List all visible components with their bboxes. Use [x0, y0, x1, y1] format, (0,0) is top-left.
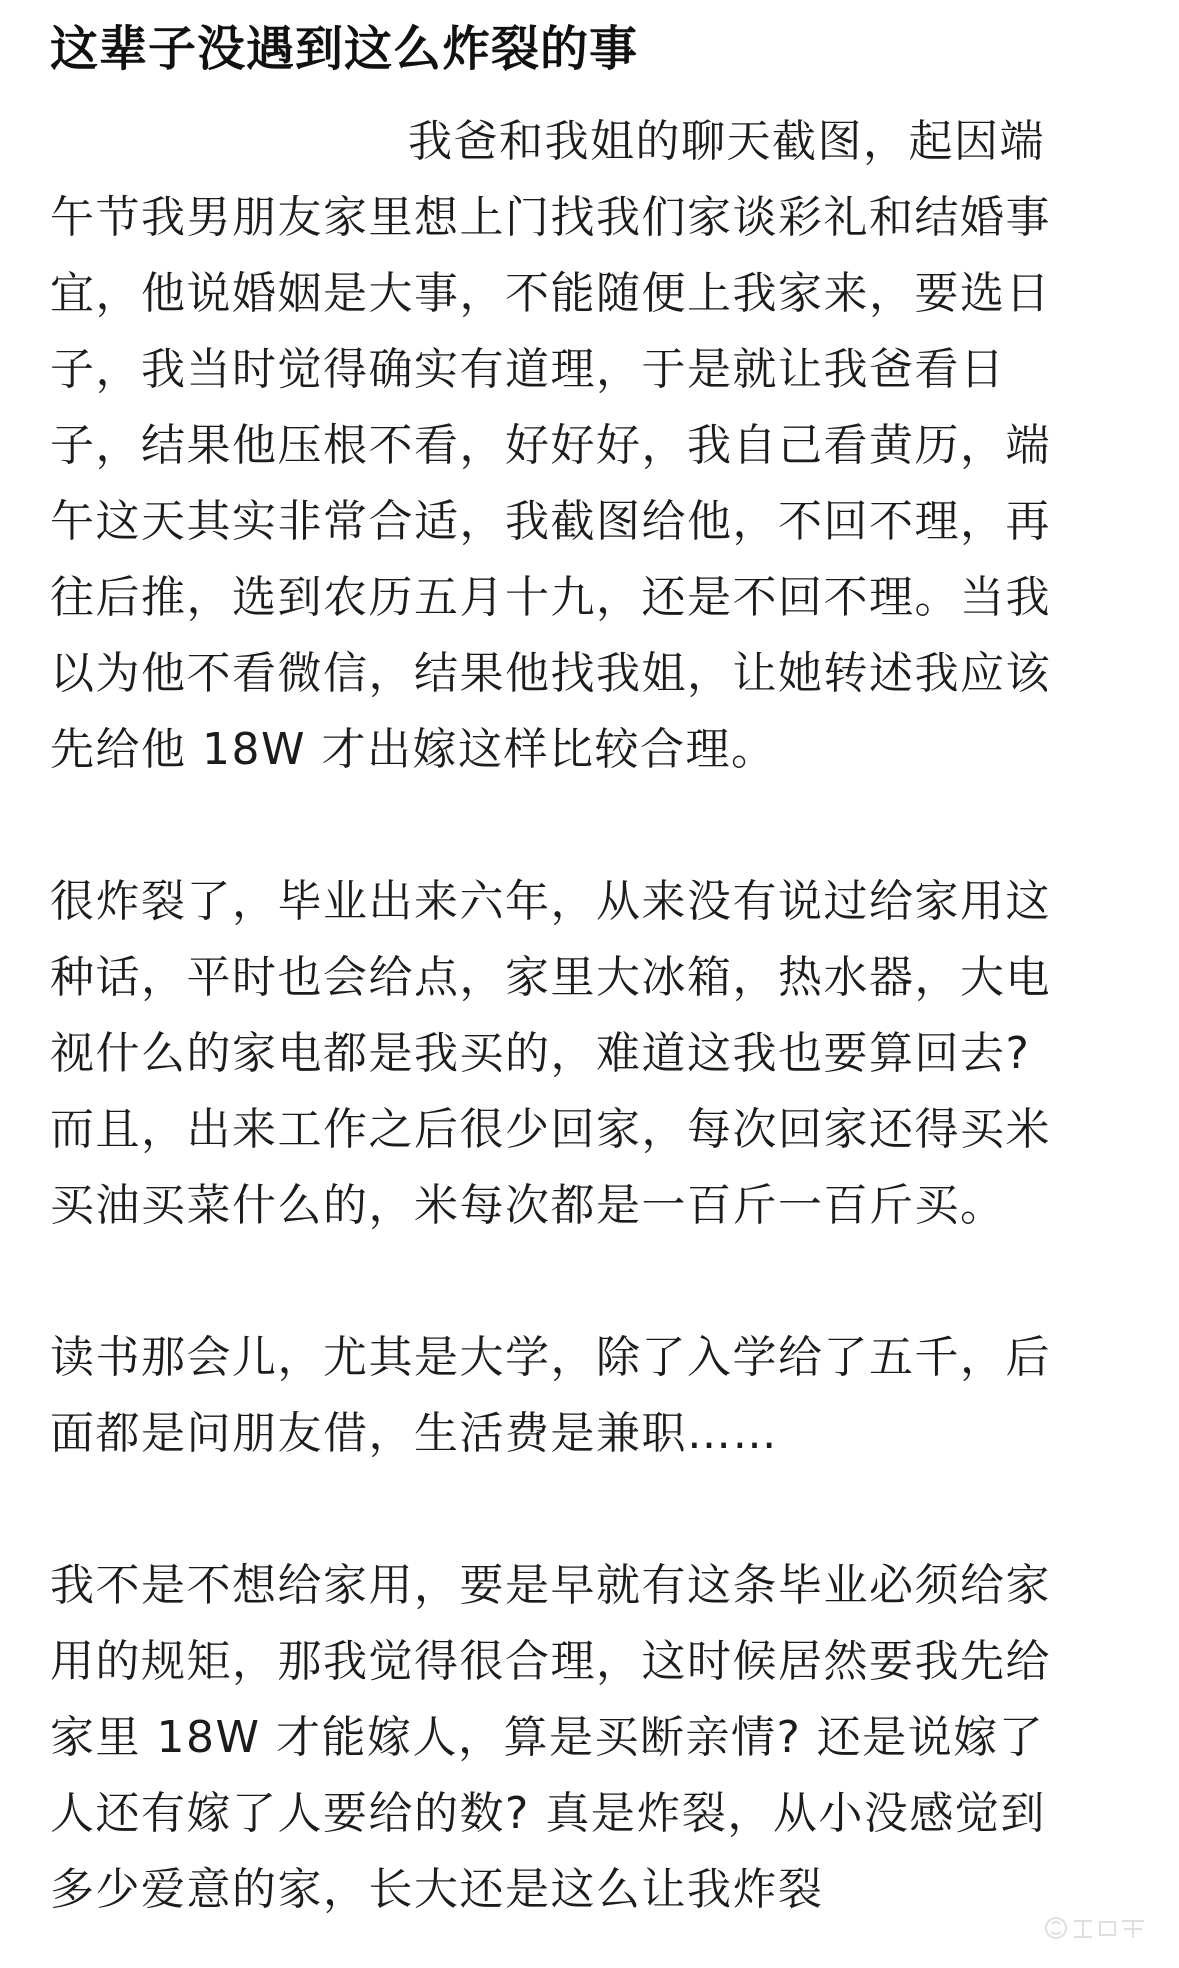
- text-line: 视什么的家电都是我买的，难道这我也要算回去?: [50, 1028, 1031, 1079]
- text-line: 我不是不想给家用，要是早就有这条毕业必须给家: [50, 1560, 1051, 1611]
- text-line: 宜，他说婚姻是大事，不能随便上我家来，要选日: [50, 268, 1051, 319]
- text-line: 我爸和我姐的聊天截图，起因端: [408, 116, 1045, 167]
- text-line: 子，我当时觉得确实有道理，于是就让我爸看日: [50, 344, 1006, 395]
- post-title: 这辈子没遇到这么炸裂的事: [50, 21, 639, 77]
- text-line: 买油买菜什么的，米每次都是一百斤一百斤买。: [50, 1180, 1006, 1231]
- text-line: 午这天其实非常合适，我截图给他，不回不理，再: [50, 496, 1051, 547]
- text-line: 往后推，选到农历五月十九，还是不回不理。当我: [50, 572, 1051, 623]
- paragraph-3: [50, 1320, 1130, 1472]
- text-line: 而且，出来工作之后很少回家，每次回家还得买米: [50, 1104, 1051, 1155]
- paragraph-2: [50, 864, 1130, 1244]
- text-line: 先给他 18W 才出嫁这样比较合理。: [50, 724, 777, 775]
- text-line: 子，结果他压根不看，好好好，我自己看黄历，端: [50, 420, 1051, 471]
- text-line: 用的规矩，那我觉得很合理，这时候居然要我先给: [50, 1636, 1051, 1687]
- paragraph-spacer: [50, 1472, 1130, 1548]
- text-line: 面都是问朋友借，生活费是兼职……: [50, 1408, 778, 1459]
- watermark-logo-icon: [1035, 1906, 1165, 1950]
- paragraph-4: [50, 1548, 1130, 1928]
- post-body: [50, 104, 1130, 1928]
- paragraph-spacer: [50, 1244, 1130, 1320]
- text-line: 以为他不看微信，结果他找我姐，让她转述我应该: [50, 648, 1051, 699]
- text-line: 人还有嫁了人要给的数? 真是炸裂，从小没感觉到: [50, 1788, 1046, 1839]
- text-line: 读书那会儿，尤其是大学，除了入学给了五千，后: [50, 1332, 1051, 1383]
- text-line: 多少爱意的家，长大还是这么让我炸裂: [50, 1864, 824, 1915]
- text-line: 种话，平时也会给点，家里大冰箱，热水器，大电: [50, 952, 1051, 1003]
- text-line: 午节我男朋友家里想上门找我们家谈彩礼和结婚事: [50, 192, 1051, 243]
- paragraph-1: [50, 104, 1130, 788]
- text-line: 家里 18W 才能嫁人，算是买断亲情? 还是说嫁了: [50, 1712, 1045, 1763]
- text-line: 很炸裂了，毕业出来六年，从来没有说过给家用这: [50, 876, 1051, 927]
- paragraph-spacer: [50, 788, 1130, 864]
